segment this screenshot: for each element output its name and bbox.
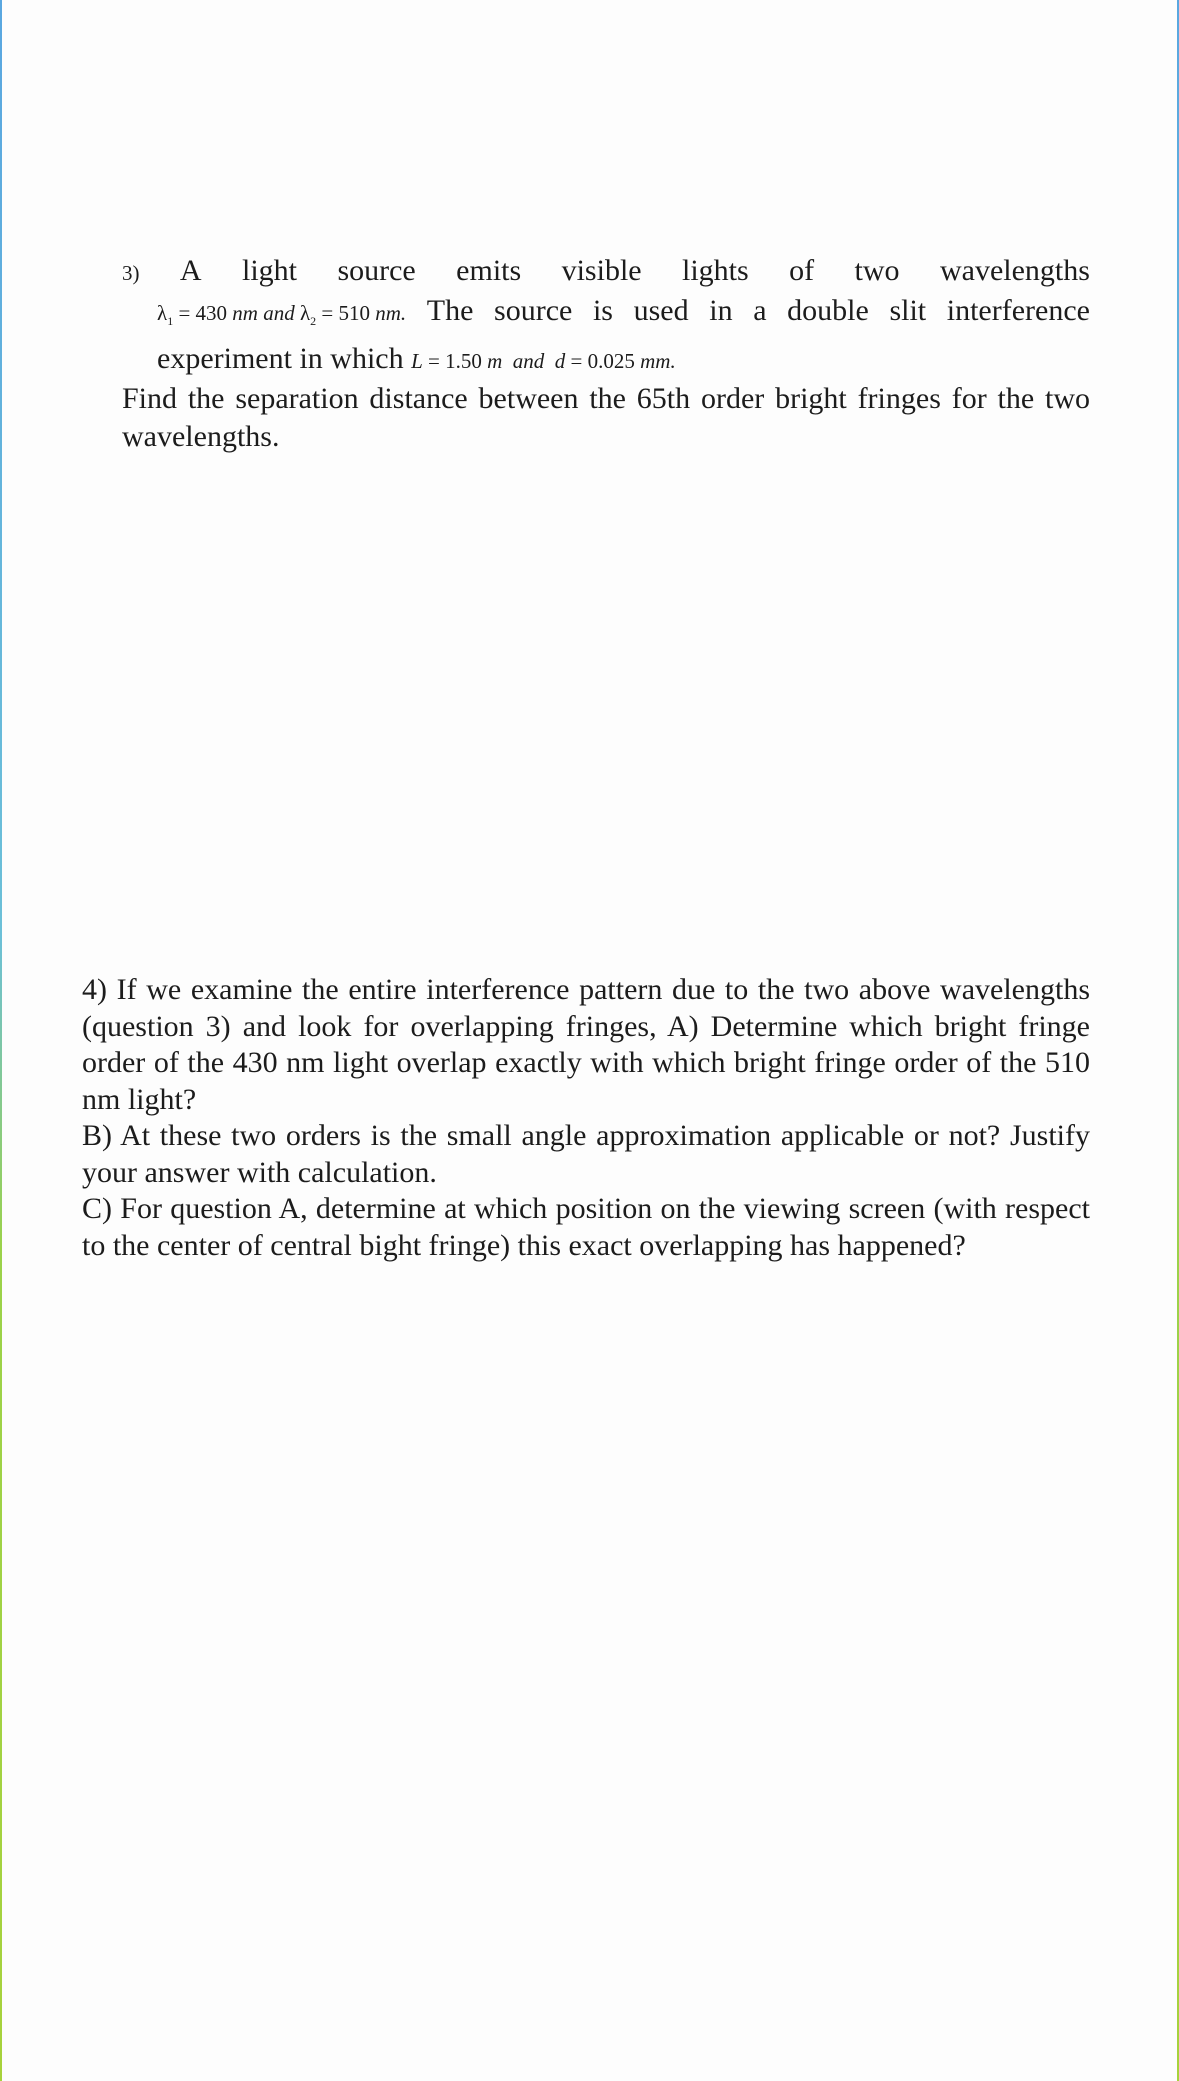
unit: m (487, 349, 503, 374)
question-4-part-c: C) For question A, determine at which position on the viewing screen (with respect to the center of central bight fringe) this exact overlapping has happened? (82, 1192, 1090, 1262)
word: emits (456, 254, 522, 287)
question-3 (122, 252, 1090, 456)
length-value: = 1.50 (428, 349, 482, 374)
word: wavelengths (939, 254, 1090, 287)
wavelength-formula (157, 294, 406, 340)
lambda1-value: = 430 (178, 301, 228, 325)
conjunction: and (512, 349, 545, 374)
word: two (854, 254, 900, 287)
question-4-part-a: 4) If we examine the entire interference pattern due to the two above wavelengths (question 3) and look for overlapping fringes, A) Determine which bright fringe order of the 430 nm light overlap exactly with which bright fringe order of the 510 nm light? (82, 973, 1090, 1116)
word: a (753, 294, 767, 327)
word: visible (561, 254, 642, 287)
word: source (494, 294, 573, 327)
lambda2-value: = 510 (321, 301, 370, 325)
word: light (242, 254, 298, 287)
length-symbol: L (411, 349, 423, 374)
lambda-symbol: λ (157, 301, 168, 325)
question-4-part-b: B) At these two orders is the small angle approximation applicable or not? Justify your answer with calculation. (82, 1119, 1090, 1189)
lambda-subscript: 2 (310, 314, 317, 329)
lambda-subscript: 1 (167, 314, 174, 329)
unit: mm. (640, 349, 676, 374)
unit: nm (232, 301, 258, 325)
question-3-line-1 (122, 252, 1090, 292)
word: slit (889, 294, 927, 327)
word: A (179, 254, 202, 287)
word: The (426, 294, 474, 327)
word: lights (682, 254, 749, 287)
question-number: 3) (122, 261, 140, 285)
word: is (592, 294, 613, 327)
conjunction: and (263, 301, 295, 325)
question-3-task: Find the separation distance between the 65th order bright fringes for the two wavelengths. (122, 382, 1090, 454)
word: used (633, 294, 689, 327)
left-edge-border (0, 0, 2, 2081)
text: experiment in which (157, 342, 404, 376)
slit-separation-symbol: d (554, 349, 566, 374)
word: in (709, 294, 733, 327)
question-3-line-3 (157, 340, 1090, 380)
unit: nm. (375, 301, 407, 325)
question-4 (82, 972, 1090, 1264)
word: double (787, 294, 869, 327)
question-3-line-2 (157, 292, 1090, 340)
lambda-symbol: λ (299, 301, 311, 325)
word: interference (946, 294, 1090, 327)
parameters-formula (411, 349, 676, 373)
slit-separation-value: = 0.025 (570, 349, 635, 374)
word: source (337, 254, 416, 287)
word: of (789, 254, 815, 287)
